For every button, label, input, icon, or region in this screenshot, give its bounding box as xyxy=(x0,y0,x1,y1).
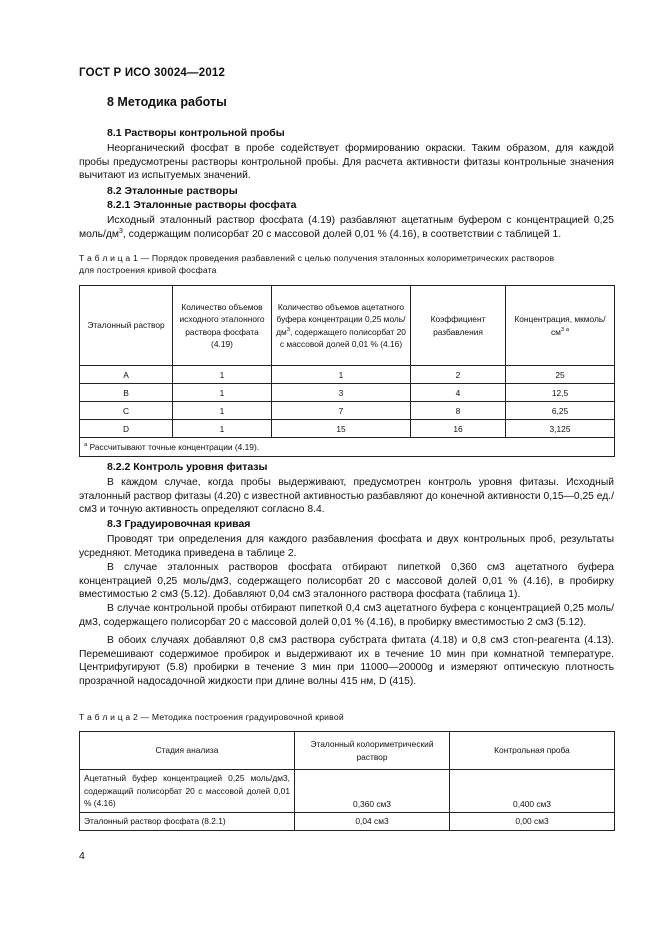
section-8-3-p1-body: Проводят три определения для каждого разбавления фосфата и двух контрольных проб, результаты усредняют. Методика приведена в таблице 2. xyxy=(79,534,614,559)
section-8-3-p2 xyxy=(79,561,614,602)
table-cell: 1 xyxy=(173,366,272,384)
table-cell: 1 xyxy=(173,420,272,438)
table-1-footnote-text: Рассчитывают точные концентрации (4.19). xyxy=(87,442,260,452)
table-row xyxy=(80,402,615,420)
footnote-mark: а xyxy=(84,442,88,448)
table-1-col-1: Эталонный раствор xyxy=(80,286,173,366)
table-cell: 15 xyxy=(272,420,411,438)
table-2-col-3: Контрольная проба xyxy=(450,732,615,770)
table-1-footnote xyxy=(80,438,615,457)
superscript: 3 а xyxy=(560,326,570,333)
table-cell: 6,25 xyxy=(506,402,615,420)
superscript: 3 xyxy=(286,326,290,333)
table-1 xyxy=(79,285,615,457)
table-cell: 4 xyxy=(411,384,506,402)
section-8-3-p3-body: В случае контрольной пробы отбирают пипеткой 0,4 см3 ацетатного буфера с концентрацией 0,25 моль/дм3, содержащего полисорбат 20 с массовой долей 0,01 % (4.16), в пробирку вместимостью 2 см3 (5.12). xyxy=(79,603,614,628)
table-1-col-3-a: Количество объемов ацетатного буфера концентрации 0,25 моль/дм xyxy=(276,301,406,337)
section-8-2-1-body-a: Исходный эталонный раствор фосфата (4.19) разбавляют ацетатным буфером с концентрацией 0,25 моль/дм xyxy=(79,215,614,240)
table-cell: B xyxy=(80,384,173,402)
table-1-col-5-text: Концентрация, мкмоль/см xyxy=(514,314,606,337)
section-8-1-body: Неорганический фосфат в пробе содействует формированию окраски. Таким образом, для каждой пробы предусмотрены растворы контрольной пробы. Для расчета активности фитазы контрольные значения вычитают из испытуемых значений. xyxy=(79,143,614,182)
table-cell: 1 xyxy=(173,402,272,420)
section-8-3-p4 xyxy=(79,634,614,688)
table-row xyxy=(80,384,615,402)
table-2-col-2: Эталонный колориметрический раствор xyxy=(295,732,450,770)
superscript: 3 xyxy=(118,225,123,235)
table-cell: 16 xyxy=(411,420,506,438)
table-cell: 8 xyxy=(411,402,506,420)
page-number: 4 xyxy=(79,850,85,862)
section-8-3-p1 xyxy=(79,533,614,560)
table-1-col-5 xyxy=(506,286,615,366)
table-1-col-2: Количество объемов исходного эталонного раствора фосфата (4.19) xyxy=(173,286,272,366)
table-cell: Ацетатный буфер концентрацией 0,25 моль/дм3, содержащий полисорбат 20 с массовой долей 0,01 % (4.16) xyxy=(80,770,295,813)
table-row xyxy=(80,366,615,384)
table-2-col-1: Стадия анализа xyxy=(80,732,295,770)
table-cell: 7 xyxy=(272,402,411,420)
section-8-3-p3 xyxy=(79,602,614,629)
section-8-title: 8 Методика работы xyxy=(107,95,227,109)
table-cell: 2 xyxy=(411,366,506,384)
section-8-2-1-body-b: , содержащим полисорбат 20 с массовой долей 0,01 % (4.16), в соответствии с таблицей 1. xyxy=(122,228,562,240)
table-cell: 0,00 см3 xyxy=(450,812,615,830)
table-cell: 3,125 xyxy=(506,420,615,438)
table-cell: 1 xyxy=(272,366,411,384)
section-8-1-title: 8.1 Растворы контрольной пробы xyxy=(107,127,285,139)
table-cell: 25 xyxy=(506,366,615,384)
section-8-2-2-text xyxy=(79,476,614,517)
section-8-2-1-text xyxy=(79,214,614,241)
table-row xyxy=(80,812,615,830)
table-2-caption: Т а б л и ц а 2 — Методика построения градуировочной кривой xyxy=(79,712,344,722)
table-1-caption xyxy=(79,253,619,276)
table-1-col-4: Коэффициент разбавления xyxy=(411,286,506,366)
section-8-1-text xyxy=(79,142,614,183)
table-cell: 0,400 см3 xyxy=(450,770,615,813)
table-1-caption-line-2: для построения кривой фосфата xyxy=(79,264,217,275)
table-1-caption-line-1: Т а б л и ц а 1 — Порядок проведения разбавлений с целью получения эталонных колориметрических растворов xyxy=(79,253,555,263)
table-2 xyxy=(79,731,615,831)
document-header: ГОСТ Р ИСО 30024—2012 xyxy=(79,67,226,79)
section-8-2-1-title: 8.2.1 Эталонные растворы фосфата xyxy=(107,199,297,211)
section-8-2-title: 8.2 Эталонные растворы xyxy=(107,185,238,197)
table-cell: A xyxy=(80,366,173,384)
table-cell: 12,5 xyxy=(506,384,615,402)
table-cell: 0,360 см3 xyxy=(295,770,450,813)
table-row xyxy=(80,420,615,438)
table-1-col-3-b: , содержащего полисорбат 20 с массовой долей 0,01 % (4.16) xyxy=(279,326,406,349)
section-8-3-p4-body: В обоих случаях добавляют 0,8 см3 раствора субстрата фитата (4.18) и 0,8 см3 стоп-реагента (4.13). Перемешивают содержимое пробирок и выдерживают их в течение 10 мин при комнатной температуре. Центрифугируют (5.8) пробирки в течение 3 мин при 11000—20000g и измеряют оптическую плотность прозрачной надосадочной жидкости при длине волны 415 нм, D (415). xyxy=(79,635,614,687)
table-cell: 0,04 см3 xyxy=(295,812,450,830)
table-cell: 3 xyxy=(272,384,411,402)
section-8-2-2-body: В каждом случае, когда пробы выдерживают, предусмотрен контроль уровня фитазы. Исходный эталонный раствор фитазы (4.20) с известной активностью разбавляют до конечной активности 0,15—0,25 ед./см3 и точную активность определяют согласно 8.4. xyxy=(79,477,614,516)
section-8-2-2-title: 8.2.2 Контроль уровня фитазы xyxy=(107,461,268,473)
table-cell: D xyxy=(80,420,173,438)
table-1-col-3 xyxy=(272,286,411,366)
section-8-3-p2-body: В случае эталонных растворов фосфата отбирают пипеткой 0,360 см3 ацетатного буфера концентрацией 0,25 моль/дм3, содержащего полисорбат 20 с массовой долей 0,01 % (4.16), в пробирку вместимостью 2 см3 (5.12). Добавляют 0,04 см3 эталонного раствора фосфата (таблица 1). xyxy=(79,562,614,601)
table-cell: Эталонный раствор фосфата (8.2.1) xyxy=(80,812,295,830)
table-1-footnote-row xyxy=(80,438,615,457)
table-cell: 1 xyxy=(173,384,272,402)
table-cell: C xyxy=(80,402,173,420)
table-row xyxy=(80,770,615,813)
section-8-3-title: 8.3 Градуировочная кривая xyxy=(107,518,251,530)
